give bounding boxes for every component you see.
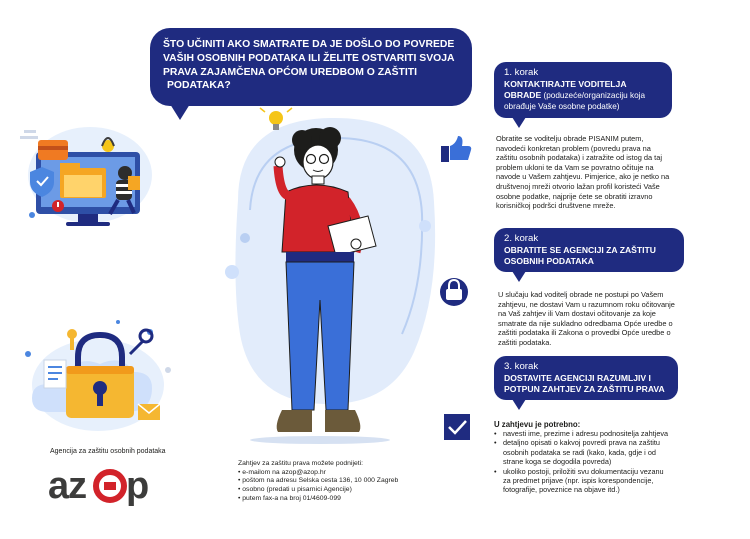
step-3-bubble	[494, 356, 678, 400]
list-item-line: osobnih podataka se radi (kako, kada, gdje i od	[503, 447, 656, 457]
title-line-4: PODATAKA?	[167, 80, 231, 92]
list-item	[494, 438, 714, 466]
azop-logo	[48, 462, 158, 515]
contact-fax: putem fax-a na broj 01/4609-099	[242, 494, 341, 502]
list-item-line: • detaljno opisati o kakvoj povredi prava na zaštitu	[503, 438, 660, 448]
computer-thief-illustration	[20, 127, 152, 226]
contact-in-person: osobno (predati u pisarnici Agencije)	[242, 486, 352, 494]
step-1-body-line: društvenoj mreži otvorio lažan profil koristeći Vaše	[496, 181, 660, 191]
step-1-body-line: zaštitu osobnih podataka) i zatražite od istog da taj	[496, 153, 662, 163]
requirements-list	[494, 429, 714, 495]
step-1-title-2: OBRADE	[504, 90, 542, 100]
step-1-body-line: osobne podatke, najprije ćete se obratiti izravno	[496, 191, 653, 201]
list-item-line: fotografije, poveznice na objave itd.)	[503, 485, 620, 495]
list-item: • osobno (predati u pisarnici Agencije)	[238, 486, 352, 494]
svg-text:p: p	[126, 465, 149, 506]
step-1-body-line: navodeći konkretan problem (povredu prava na	[496, 143, 651, 153]
step-3-title-2: POTPUN ZAHTJEV ZA ZAŠTITU PRAVA	[504, 384, 665, 394]
requirements-title: U zahtjevu je potrebno:	[494, 420, 581, 429]
step-3-number: 3. korak	[504, 361, 539, 372]
step-1-body-line: navode u Vašem zahtjevu. Pimjerice, ako je netko na	[496, 172, 670, 182]
step-1-subtitle: (poduzeće/organizaciju koja	[541, 91, 646, 100]
step-2-body	[498, 290, 696, 348]
lock-circle-icon	[440, 278, 468, 306]
step-1-body-line: problem ukloni te da Vam se povratno očituje na	[496, 162, 654, 172]
thumbs-up-icon	[441, 136, 471, 162]
list-item	[494, 467, 714, 495]
contact-heading: Zahtjev za zaštitu prava možete podnijeti:	[238, 460, 364, 467]
title-line-2: VAŠIH OSOBNIH PODATAKA ILI ŽELITE OSTVARITI SVOJA	[163, 52, 455, 64]
list-item-line: za predmet prijave (npr. ispis korespondencije,	[503, 476, 654, 486]
list-item-line: • navesti ime, prezime i adresu podnositelja zahtjeva	[503, 429, 669, 438]
step-1-number: 1. korak	[504, 67, 539, 78]
step-1-title: KONTAKTIRAJTE VODITELJA	[504, 79, 627, 89]
step-2-body-line: smatrate da nije sukladno odredbama Opće uredbe o	[498, 318, 673, 328]
agency-name: Agencija za zaštitu osobnih podataka	[50, 448, 166, 455]
step-2-title: OBRATITE SE AGENCIJI ZA ZAŠTITU	[504, 245, 656, 255]
step-1-body-line: Obratite se voditelju obrade PISANIM putem,	[496, 134, 644, 143]
step-1-body	[496, 134, 696, 211]
list-item	[494, 429, 714, 438]
contact-info	[238, 460, 438, 504]
list-item: • putem fax-a na broj 01/4609-099	[238, 494, 341, 502]
checkbox-icon	[444, 414, 470, 440]
list-item-line: strane koga se dogodila povreda)	[503, 457, 612, 467]
padlock-illustration	[25, 320, 171, 431]
step-2-title-2: OSOBNIH PODATAKA	[504, 256, 594, 266]
step-2-bubble	[494, 228, 684, 272]
step-1-subtitle-2: obrađuje Vaše osobne podatke)	[504, 101, 620, 111]
title-line-3: PRAVA ZAJAMČENA OPĆOM UREDBOM O ZAŠTITI	[163, 66, 417, 78]
step-2-body-line: na Vaš zahtjev ili Vam dostavi očitovanje za koje	[498, 309, 656, 319]
step-1-bubble	[494, 62, 672, 118]
contact-post: poštom na adresu Selska cesta 136, 10 000 Zagreb	[242, 477, 399, 485]
contact-email: e-mailom na azop@azop.hr	[242, 468, 326, 476]
step-2-number: 2. korak	[504, 233, 539, 244]
list-item: • poštom na adresu Selska cesta 136, 10 000 Zagreb	[238, 477, 399, 485]
list-item-line: • ukoliko postoji, priložiti svu dokumentaciju vezanu	[503, 466, 664, 476]
step-2-body-line: zahtjevu, ne dostavi Vam u razumnom roku očitovanje	[498, 299, 675, 309]
svg-text:az: az	[48, 465, 87, 506]
page-title	[163, 38, 463, 93]
step-1-body-line: korisničkoj podršci društvene mreže.	[496, 201, 616, 211]
person-illustration	[225, 98, 435, 444]
title-line-1: ŠTO UČINITI AKO SMATRATE DA JE DOŠLO DO POVREDE	[163, 39, 455, 50]
requirements	[494, 420, 714, 495]
list-item: • e-mailom na azop@azop.hr	[238, 468, 326, 476]
step-2-body-line: zaštiti podataka ili Zakona o provedbi Opće uredbe o	[498, 328, 671, 338]
step-3-title: DOSTAVITE AGENCIJI RAZUMLJIV I	[504, 373, 651, 383]
step-2-body-line: zaštiti podataka.	[498, 337, 552, 347]
step-2-body-line: U slučaju kad voditelj obrade ne postupi po Vašem	[498, 290, 664, 299]
